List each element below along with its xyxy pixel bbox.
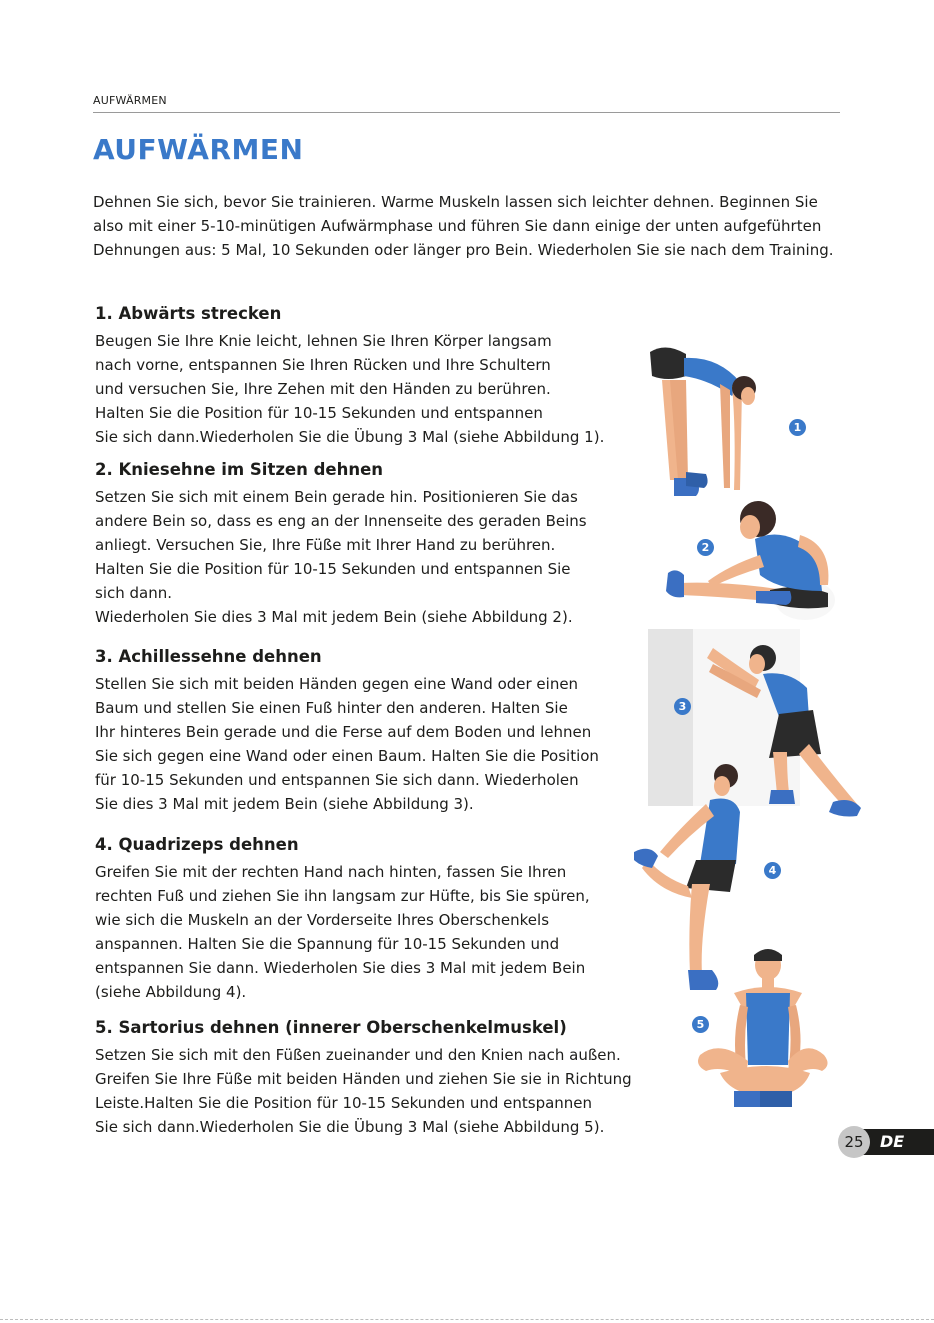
section-text-line: (siehe Abbildung 4). — [95, 983, 247, 1001]
seated-stretch-illustration — [660, 495, 840, 625]
section-text-line: Wiederholen Sie dies 3 Mal mit jedem Bein (siehe Abbildung 2). — [95, 608, 573, 626]
section-text-line: Sie sich dann.Wiederholen Sie die Übung 3 Mal (siehe Abbildung 1). — [95, 428, 605, 446]
section-text-line: Halten Sie die Position für 10-15 Sekunden und entspannen — [95, 404, 543, 422]
section-1 — [95, 303, 604, 449]
section-text-line: sich dann. — [95, 584, 172, 602]
figure-badge-5: 5 — [692, 1016, 709, 1033]
language-label: DE — [880, 1132, 905, 1151]
running-head: AUFWÄRMEN — [93, 94, 167, 107]
figure-badge-2: 2 — [697, 539, 714, 556]
butterfly-stretch-illustration — [690, 945, 835, 1110]
section-text-line: entspannen Sie dann. Wiederholen Sie dies 3 Mal mit jedem Bein — [95, 959, 586, 977]
section-heading: 1. Abwärts strecken — [95, 304, 282, 323]
figure-badge-4: 4 — [764, 862, 781, 879]
page-bottom-border — [0, 1319, 934, 1320]
section-text-line: Stellen Sie sich mit beiden Händen gegen eine Wand oder einen — [95, 675, 579, 693]
section-heading: 4. Quadrizeps dehnen — [95, 835, 299, 854]
section-text-line: anliegt. Versuchen Sie, Ihre Füße mit Ihrer Hand zu berühren. — [95, 536, 556, 554]
section-heading: 5. Sartorius dehnen (innerer Oberschenkelmuskel) — [95, 1018, 567, 1037]
forward-bend-illustration — [640, 340, 770, 500]
section-heading: 2. Kniesehne im Sitzen dehnen — [95, 460, 384, 479]
intro-paragraph: Dehnen Sie sich, bevor Sie trainieren. Warme Muskeln lassen sich leichter dehnen. Beginnen Sie also mit einer 5-10-minütigen Aufwärmphase und führen Sie dann einige der unten aufgeführten Dehnungen aus: 5 Mal, 10 Sekunden oder länger pro Bein. Wiederholen Sie sie nach dem Training. — [93, 193, 834, 259]
section-text-line: Beugen Sie Ihre Knie leicht, lehnen Sie Ihren Körper langsam — [95, 332, 552, 350]
section-text-line: anspannen. Halten Sie die Spannung für 10-15 Sekunden und — [95, 935, 560, 953]
header-rule — [93, 112, 840, 113]
section-text-line: nach vorne, entspannen Sie Ihren Rücken und Ihre Schultern — [95, 356, 551, 374]
section-3 — [95, 646, 599, 816]
section-4 — [95, 834, 590, 1004]
section-text-line: Setzen Sie sich mit einem Bein gerade hin. Positionieren Sie das — [95, 488, 578, 506]
figure-badge-3: 3 — [674, 698, 691, 715]
section-text-line: andere Bein so, dass es eng an der Innenseite des geraden Beins — [95, 512, 587, 530]
section-text-line: Greifen Sie Ihre Füße mit beiden Händen und ziehen Sie sie in Richtung — [95, 1070, 632, 1088]
figure-badge-1: 1 — [789, 419, 806, 436]
section-text-line: Leiste.Halten Sie die Position für 10-15 Sekunden und entspannen — [95, 1094, 593, 1112]
section-text-line: und versuchen Sie, Ihre Zehen mit den Händen zu berühren. — [95, 380, 551, 398]
section-text-line: Sie dies 3 Mal mit jedem Bein (siehe Abbildung 3). — [95, 795, 474, 813]
section-5 — [95, 1017, 632, 1139]
section-text-line: Baum und stellen Sie einen Fuß hinter den anderen. Halten Sie — [95, 699, 568, 717]
section-2 — [95, 459, 587, 629]
section-text-line: wie sich die Muskeln an der Vorderseite Ihres Oberschenkels — [95, 911, 550, 929]
section-text-line: Greifen Sie mit der rechten Hand nach hinten, fassen Sie Ihren — [95, 863, 567, 881]
page-number: 25 — [838, 1126, 870, 1158]
section-heading: 3. Achillessehne dehnen — [95, 647, 322, 666]
page-title: AUFWÄRMEN — [93, 133, 304, 166]
section-text-line: Sie sich dann.Wiederholen Sie die Übung 3 Mal (siehe Abbildung 5). — [95, 1118, 605, 1136]
section-text-line: Ihr hinteres Bein gerade und die Ferse auf dem Boden und lehnen — [95, 723, 592, 741]
section-text-line: Halten Sie die Position für 10-15 Sekunden und entspannen Sie — [95, 560, 571, 578]
section-text-line: Setzen Sie sich mit den Füßen zueinander und den Knien nach außen. — [95, 1046, 621, 1064]
section-text-line: Sie sich gegen eine Wand oder einen Baum. Halten Sie die Position — [95, 747, 599, 765]
section-text-line: rechten Fuß und ziehen Sie ihn langsam zur Hüfte, bis Sie spüren, — [95, 887, 590, 905]
section-text-line: für 10-15 Sekunden und entspannen Sie sich dann. Wiederholen — [95, 771, 579, 789]
